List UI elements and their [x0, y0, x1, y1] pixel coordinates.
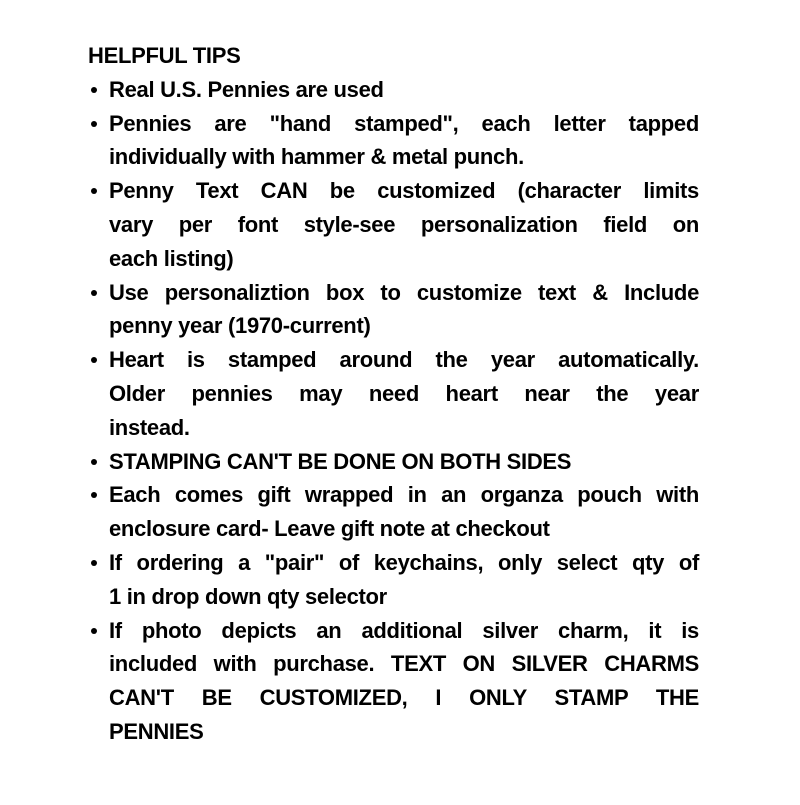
text-line: Older pennies may need heart near the year — [109, 380, 699, 406]
text-line: PENNIES — [109, 718, 204, 744]
text-line: CAN'T BE CUSTOMIZED, I ONLY STAMP THE — [109, 685, 699, 711]
text-line: penny year (1970-current) — [109, 313, 371, 339]
list-item — [88, 614, 800, 749]
list-item — [88, 445, 800, 479]
bullet-icon — [91, 492, 97, 498]
tips-list — [88, 73, 800, 749]
list-item-text — [109, 546, 699, 614]
text-line: STAMPING CAN'T BE DONE ON BOTH SIDES — [109, 448, 572, 474]
bullet-icon — [91, 628, 97, 634]
text-line: If photo depicts an additional silver charm, it is — [109, 617, 699, 643]
bullet-icon — [91, 560, 97, 566]
text-line: Pennies are "hand stamped", each letter tapped — [109, 110, 699, 136]
list-item — [88, 478, 800, 546]
list-item — [88, 174, 800, 275]
list-item — [88, 107, 800, 175]
bullet-icon — [91, 357, 97, 363]
list-item-text — [109, 174, 699, 275]
bullet-icon — [91, 87, 97, 93]
list-item-text — [109, 276, 699, 344]
list-item-text — [109, 107, 699, 175]
text-line: Each comes gift wrapped in an organza pouch with — [109, 482, 699, 508]
text-line: Real U.S. Pennies are used — [109, 76, 384, 102]
bullet-icon — [91, 290, 97, 296]
list-item — [88, 343, 800, 444]
text-line: each listing) — [109, 245, 234, 271]
list-item-text — [109, 445, 699, 479]
bullet-icon — [91, 188, 97, 194]
text-line: 1 in drop down qty selector — [109, 583, 387, 609]
list-item — [88, 546, 800, 614]
text-line: individually with hammer & metal punch. — [109, 144, 524, 170]
bullet-icon — [91, 121, 97, 127]
list-item-text — [109, 73, 699, 107]
text-line: Penny Text CAN be customized (character limits — [109, 178, 699, 204]
text-line: included with purchase. TEXT ON SILVER CHARMS — [109, 651, 699, 677]
text-line: Use personaliztion box to customize text & Include — [109, 279, 699, 305]
list-item-text — [109, 478, 699, 546]
text-line: If ordering a "pair" of keychains, only select qty of — [109, 549, 699, 575]
list-item — [88, 73, 800, 107]
section-heading: HELPFUL TIPS — [88, 43, 241, 68]
bullet-icon — [91, 459, 97, 465]
text-line: instead. — [109, 414, 190, 440]
list-item-text — [109, 614, 699, 749]
list-item-text — [109, 343, 699, 444]
text-line: Heart is stamped around the year automatically. — [109, 347, 699, 373]
list-item — [88, 276, 800, 344]
text-line: vary per font style-see personalization field on — [109, 211, 699, 237]
text-line: enclosure card- Leave gift note at checkout — [109, 516, 550, 542]
